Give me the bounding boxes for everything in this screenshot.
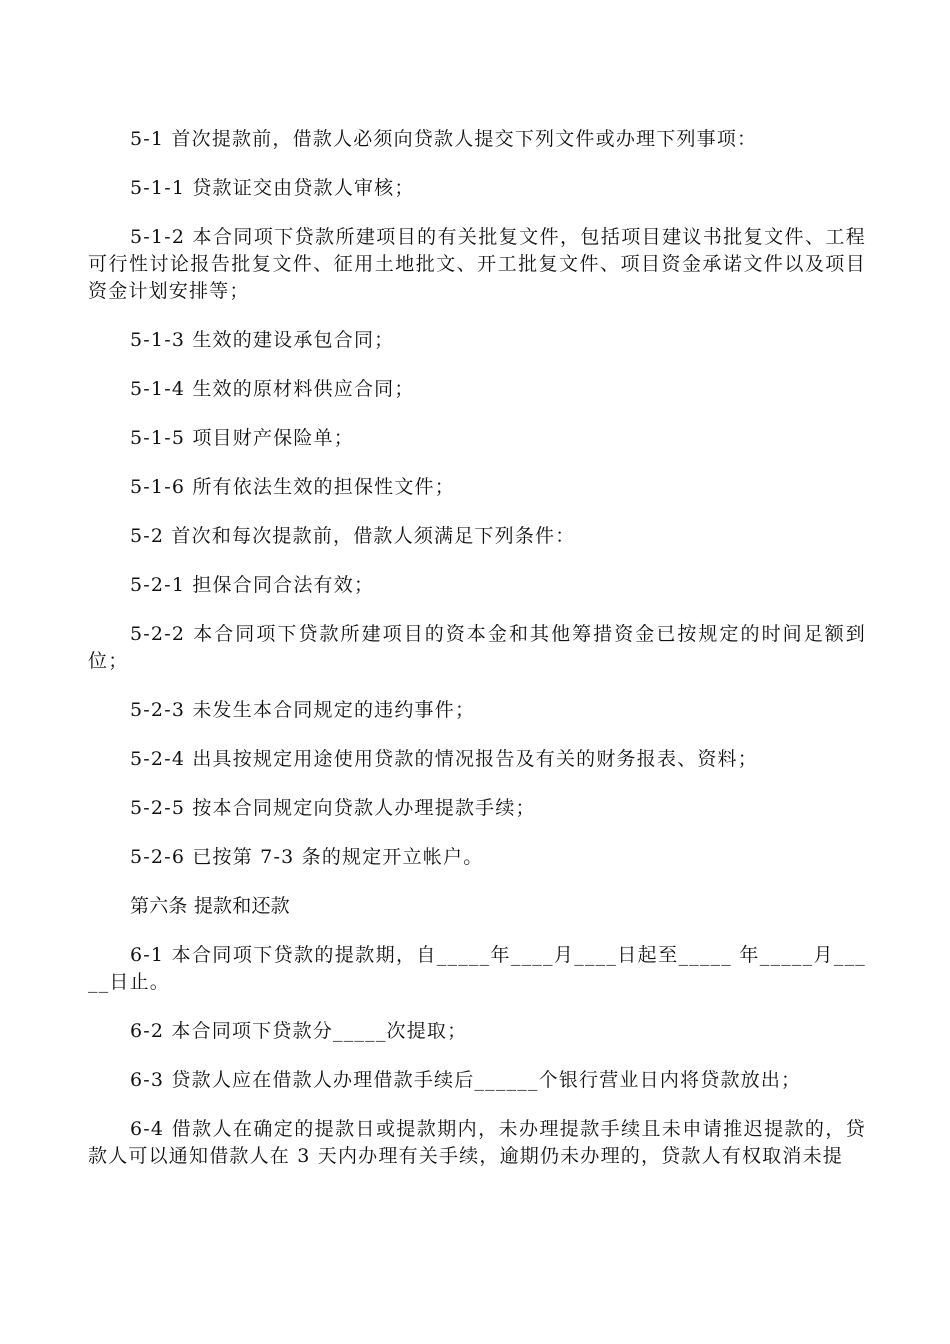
clause-5-1-2: 5-1-2 本合同项下贷款所建项目的有关批复文件，包括项目建议书批复文件、工程可行性讨论报告批复文件、征用土地批文、开工批复文件、项目资金承诺文件以及项目资金计划安排等； bbox=[88, 226, 866, 302]
clause-5-1-5: 5-1-5 项目财产保险单； bbox=[130, 427, 354, 449]
document-page bbox=[88, 126, 866, 1192]
clause-5-2: 5-2 首次和每次提款前，借款人须满足下列条件： bbox=[130, 525, 576, 547]
clause-5-2-1: 5-2-1 担保合同合法有效； bbox=[130, 574, 375, 596]
clause-5-2-5: 5-2-5 按本合同规定向贷款人办理提款手续； bbox=[130, 797, 536, 819]
clause-5-2-3: 5-2-3 未发生本合同规定的违约事件； bbox=[130, 699, 476, 721]
clause-5-2-2: 5-2-2 本合同项下贷款所建项目的资本金和其他筹措资金已按规定的时间足额到位； bbox=[88, 623, 866, 672]
clause-6-4: 6-4 借款人在确定的提款日或提款期内，未办理提款手续且未申请推迟提款的，贷款人可以通知借款人在 3 天内办理有关手续，逾期仍未办理的，贷款人有权取消未提 bbox=[88, 1118, 866, 1167]
clause-5-2-6: 5-2-6 已按第 7-3 条的规定开立帐户。 bbox=[130, 846, 484, 868]
clause-6-3: 6-3 贷款人应在借款人办理借款手续后______个银行营业日内将贷款放出； bbox=[130, 1069, 802, 1091]
clause-5-1-6: 5-1-6 所有依法生效的担保性文件； bbox=[130, 476, 455, 498]
clause-5-2-4: 5-2-4 出具按规定用途使用贷款的情况报告及有关的财务报表、资料； bbox=[130, 748, 758, 770]
clause-5-1-1: 5-1-1 贷款证交由贷款人审核； bbox=[130, 177, 415, 199]
clause-5-1: 5-1 首次提款前，借款人必须向贷款人提交下列文件或办理下列事项： bbox=[130, 128, 758, 150]
article-6-heading: 第六条 提款和还款 bbox=[130, 895, 290, 917]
clause-6-1: 6-1 本合同项下贷款的提款期，自_____年____月____日起至_____ 年_____月_____日止。 bbox=[88, 944, 866, 993]
clause-5-1-3: 5-1-3 生效的建设承包合同； bbox=[130, 329, 395, 351]
clause-6-2: 6-2 本合同项下贷款分_____次提取； bbox=[130, 1020, 468, 1042]
clause-5-1-4: 5-1-4 生效的原材料供应合同； bbox=[130, 378, 415, 400]
